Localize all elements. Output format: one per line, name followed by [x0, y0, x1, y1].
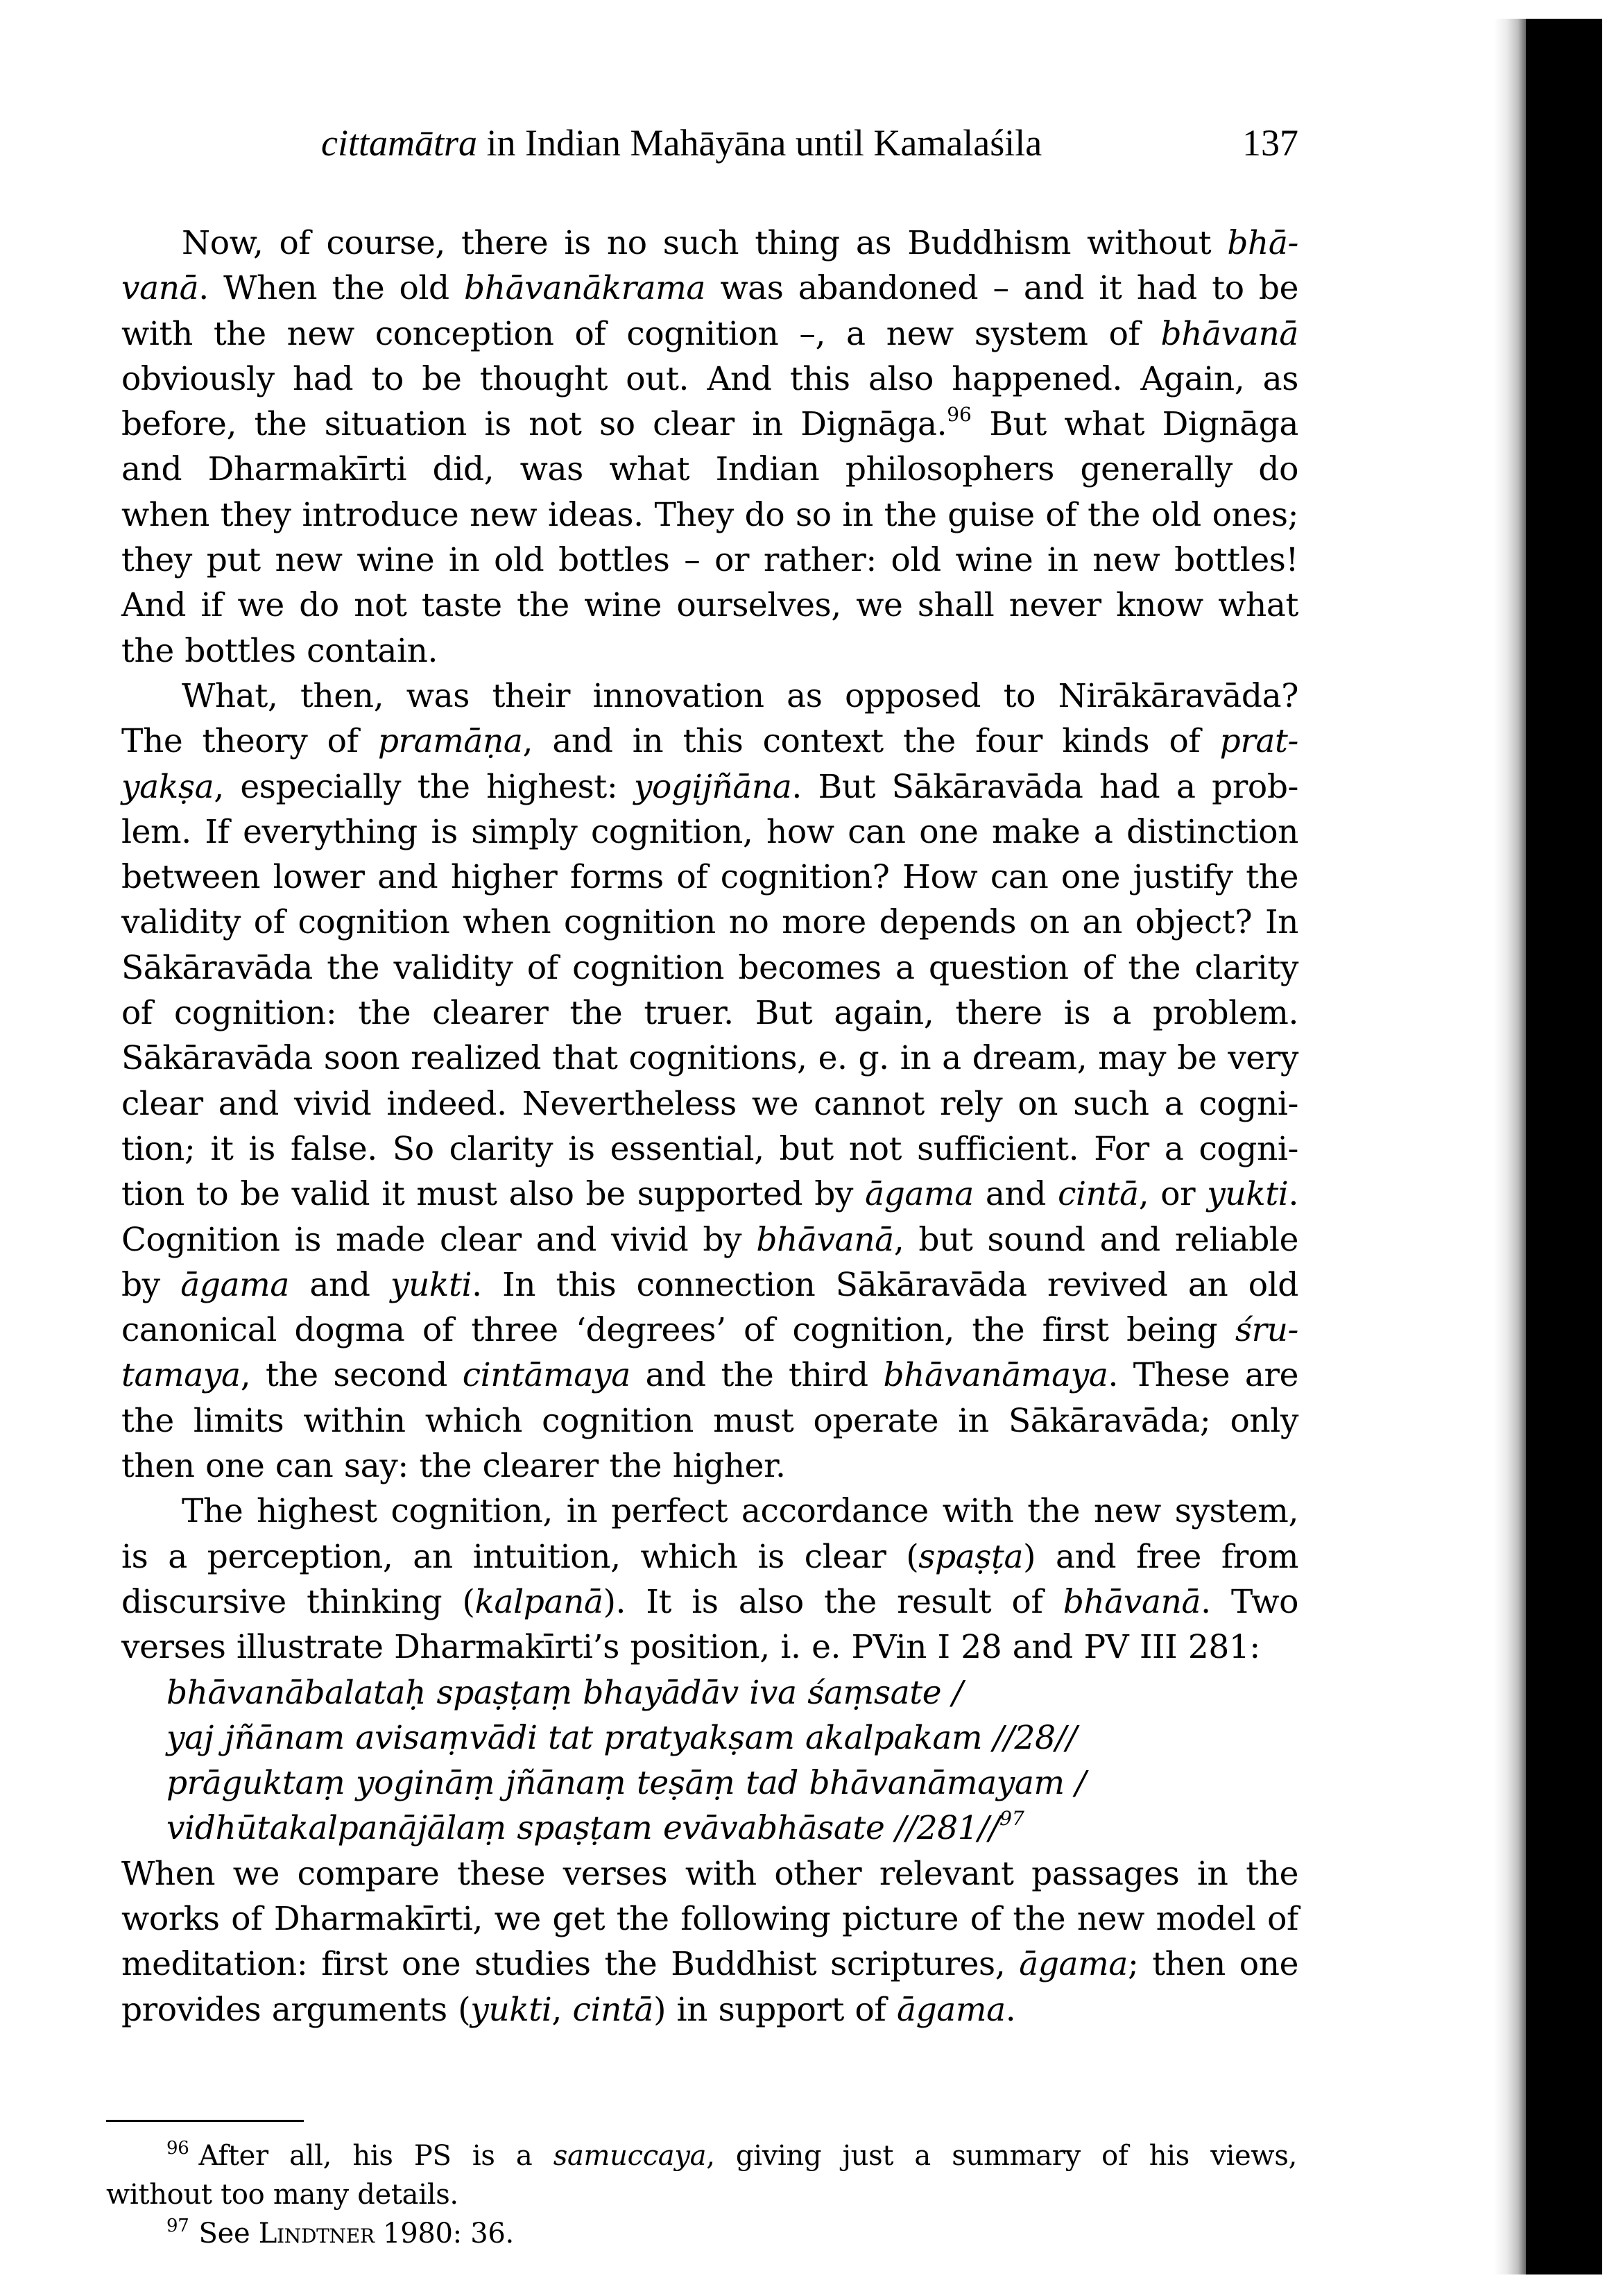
text-line: clear and vivid indeed. Nevertheless we cannot rely on such a cogni- [121, 1084, 1298, 1123]
text-run: , [551, 1990, 573, 2029]
sanskrit-term: āgama [1019, 1945, 1128, 1984]
text-run: ) in support of [653, 1990, 897, 2029]
running-header [321, 122, 1298, 171]
text-run: , and in this context the four kinds of [522, 722, 1220, 761]
text-run: , the second [240, 1356, 463, 1395]
sanskrit-term: prat- [1219, 722, 1298, 761]
body-text [121, 221, 1298, 2032]
text-run: meditation: first one studies the Buddhist scriptures, [121, 1945, 1020, 1984]
text-line [121, 764, 1298, 809]
verse-line [121, 1806, 1298, 1851]
footnote-number: 96 [166, 2138, 189, 2159]
text-line: obviously had to be thought out. And this also happened. Again, as [121, 359, 1298, 398]
scan-binding-shadow [1494, 19, 1526, 2274]
footnote-line: without too many details. [106, 2179, 458, 2211]
paragraph-3 [121, 1489, 1298, 1670]
text-line: validity of cognition when cognition no more depends on an object? In [121, 903, 1298, 942]
text-run: Now, of course, there is no such thing as Buddhism without [182, 224, 1228, 262]
footnote-ref-97[interactable]: 97 [999, 1807, 1024, 1831]
text-run: was abandoned – and it had to be [705, 269, 1298, 308]
paragraph-4 [121, 1851, 1298, 2032]
sanskrit-term: yukti [1207, 1175, 1289, 1214]
text-run: . Two [1201, 1582, 1298, 1621]
sanskrit-term: kalpanā [474, 1582, 603, 1621]
verse-text: vidhūtakalpanājālaṃ spaṣṭam evāvabhāsate //281// [166, 1809, 1000, 1848]
text-line [121, 1353, 1298, 1398]
sanskrit-term: āgama [180, 1265, 289, 1304]
header-title-italic: cittamātra [321, 122, 477, 164]
text-run: But what Dignāga [971, 405, 1299, 444]
text-line: between lower and higher forms of cognition? How can one justify the [121, 858, 1298, 897]
sanskrit-term: cintā [572, 1990, 654, 2029]
sanskrit-term: bhāvanāmaya [883, 1356, 1108, 1395]
text-line: and Dharmakīrti did, was what Indian philosophers generally do [121, 450, 1298, 489]
text-line: then one can say: the clearer the higher. [121, 1447, 786, 1486]
scan-binding-edge [1526, 19, 1602, 2274]
text-line [121, 1308, 1298, 1353]
text-run: . [1288, 1175, 1298, 1214]
sanskrit-term: vanā [121, 269, 199, 308]
footnote-line [106, 2136, 1297, 2175]
sanskrit-term: pramāṇa [377, 722, 523, 761]
text-run: provides arguments ( [121, 1990, 471, 2029]
text-run: canonical dogma of three ‘degrees’ of cognition, the first being [121, 1311, 1235, 1350]
text-line [121, 1262, 1298, 1308]
text-line: What, then, was their innovation as opposed to Nirākāravāda? [182, 676, 1298, 715]
footnote-97 [106, 2214, 1297, 2253]
text-line: works of Dharmakīrti, we get the following picture of the new model of [121, 1899, 1298, 1938]
text-run: ; then one [1127, 1945, 1298, 1984]
text-run: ) and free from [1023, 1537, 1298, 1576]
text-run: , but sound and reliable [893, 1220, 1299, 1259]
text-run: is a perception, an intuition, which is clear ( [121, 1537, 919, 1576]
text-line [121, 1172, 1298, 1217]
citation-author: Lindtner [258, 2218, 375, 2250]
text-run: See [198, 2218, 259, 2250]
sanskrit-term: bhāvanā [756, 1220, 894, 1259]
footnote-96 [106, 2136, 1297, 2214]
text-run: , especially the highest: [214, 767, 634, 806]
page-number: 137 [1242, 122, 1298, 164]
text-line: verses illustrate Dharmakīrti’s position, i. e. PVin I 28 and PV III 281: [121, 1628, 1260, 1667]
paragraph-2 [121, 674, 1298, 1489]
text-run: After all, his PS is a [198, 2140, 553, 2172]
text-run: . [1005, 1990, 1016, 2029]
text-run: . When the old [198, 269, 465, 308]
text-line [121, 402, 1298, 447]
text-line: when they introduce new ideas. They do so in the guise of the old ones; [121, 495, 1298, 534]
verse-line: yaj jñānam avisaṃvādi tat pratyakṣam akalpakam //28// [166, 1718, 1077, 1757]
text-run: . In this connection Sākāravāda revived an old [472, 1265, 1298, 1304]
text-run: discursive thinking ( [121, 1582, 475, 1621]
footnote-line [106, 2214, 1297, 2253]
text-run: with the new conception of cognition –, a new system of [121, 314, 1161, 353]
sanskrit-term: yakṣa [121, 767, 214, 806]
text-run: tion to be valid it must also be supported by [121, 1175, 866, 1214]
text-run: and [973, 1175, 1058, 1214]
footnote-number: 97 [166, 2216, 189, 2236]
text-run: Cognition is made clear and vivid by [121, 1220, 757, 1259]
text-line [121, 1579, 1298, 1625]
verse-quotation [121, 1670, 1298, 1851]
text-line: they put new wine in old bottles – or rather: old wine in new bottles! [121, 541, 1298, 580]
footnotes [106, 2136, 1297, 2253]
text-line: the bottles contain. [121, 631, 438, 670]
text-line [121, 1217, 1298, 1262]
text-line: tion; it is false. So clarity is essential, but not sufficient. For a cogni- [121, 1129, 1298, 1168]
text-line [121, 719, 1298, 764]
text-line [121, 1534, 1298, 1579]
text-line [121, 1942, 1298, 1987]
text-line: the limits within which cognition must operate in Sākāravāda; only [121, 1401, 1298, 1440]
text-line: lem. If everything is simply cognition, how can one make a distinction [121, 812, 1298, 851]
sanskrit-term: bhāvanā [1063, 1582, 1201, 1621]
text-run: 1980: 36. [374, 2218, 514, 2250]
sanskrit-term: āgama [896, 1990, 1006, 2029]
text-run: . These are [1108, 1356, 1298, 1395]
sanskrit-term: śru- [1235, 1311, 1298, 1350]
sanskrit-term: āgama [865, 1175, 974, 1214]
text-run: before, the situation is not so clear in Dignāga. [121, 405, 947, 444]
footnote-separator [106, 2120, 304, 2122]
sanskrit-term: samuccaya [553, 2140, 707, 2172]
text-run: , or [1138, 1175, 1208, 1214]
text-run: . But Sākāravāda had a prob- [791, 767, 1298, 806]
text-line [121, 266, 1298, 311]
footnote-ref-96[interactable]: 96 [947, 403, 972, 427]
text-line: The highest cognition, in perfect accordance with the new system, [182, 1492, 1298, 1531]
sanskrit-term: tamaya [121, 1356, 241, 1395]
sanskrit-term: yukti [470, 1990, 552, 2029]
text-line: And if we do not taste the wine ourselves, we shall never know what [121, 586, 1298, 625]
text-line [121, 311, 1298, 357]
verse-line: bhāvanābalataḥ spaṣṭaṃ bhayādāv iva śaṃsate / [166, 1673, 963, 1712]
text-line: Sākāravāda soon realized that cognitions, e. g. in a dream, may be very [121, 1039, 1298, 1078]
text-line [121, 221, 1298, 266]
text-run: , giving just a summary of his views, [706, 2140, 1297, 2172]
text-run: by [121, 1265, 181, 1304]
sanskrit-term: bhā- [1227, 224, 1298, 262]
sanskrit-term: cintā [1058, 1175, 1139, 1214]
text-run: ). It is also the result of [603, 1582, 1063, 1621]
text-run: and the third [630, 1356, 884, 1395]
sanskrit-term: bhāvanā [1160, 314, 1298, 353]
header-title-rest: in Indian Mahāyāna until Kamalaśila [477, 122, 1042, 164]
verse-line: prāguktaṃ yogināṃ jñānaṃ teṣāṃ tad bhāvanāmayam / [166, 1764, 1086, 1803]
paragraph-1 [121, 221, 1298, 674]
text-line [121, 1987, 1298, 2032]
text-line: of cognition: the clearer the truer. But again, there is a problem. [121, 994, 1298, 1033]
sanskrit-term: cintāmaya [462, 1356, 630, 1395]
text-run: and [289, 1265, 390, 1304]
sanskrit-term: spaṣṭa [918, 1537, 1024, 1576]
sanskrit-term: bhāvanākrama [464, 269, 706, 308]
sanskrit-term: yogijñāna [633, 767, 792, 806]
text-run: The theory of [121, 722, 378, 761]
sanskrit-term: yukti [390, 1265, 472, 1304]
running-header-title [321, 122, 1042, 164]
text-line: Sākāravāda the validity of cognition becomes a question of the clarity [121, 948, 1298, 987]
text-line: When we compare these verses with other relevant passages in the [121, 1854, 1298, 1893]
